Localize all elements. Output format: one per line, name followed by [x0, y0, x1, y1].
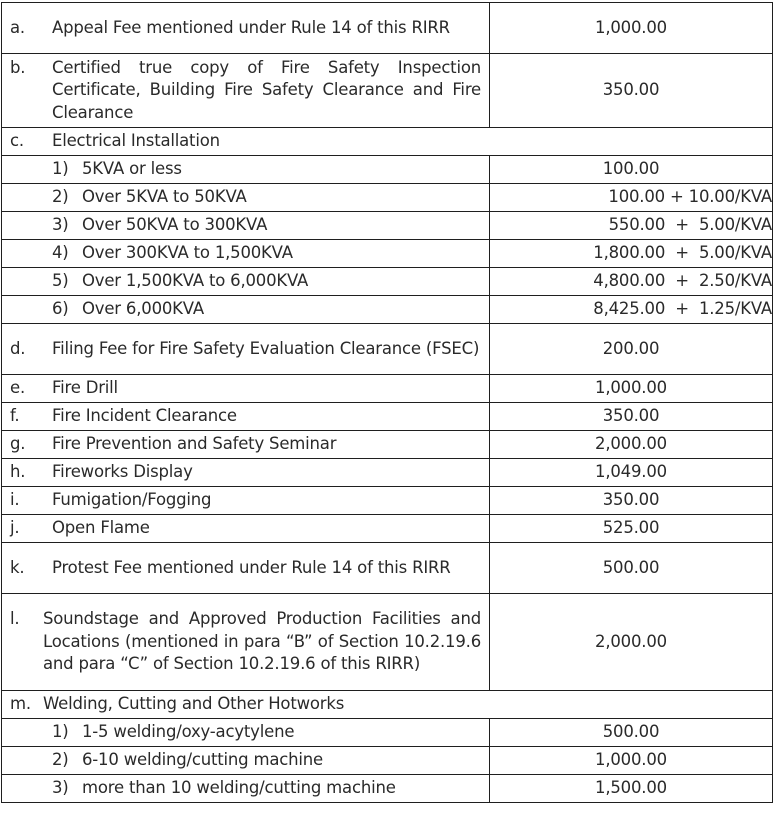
table-row: [2, 515, 773, 543]
description-cell: [2, 324, 490, 375]
description-cell: [2, 719, 490, 747]
description-cell: [2, 594, 490, 691]
description-cell: [2, 747, 490, 775]
item-label: d.: [10, 338, 26, 358]
section-header-row: [2, 691, 773, 719]
item-label: a.: [10, 17, 25, 37]
table-row: [2, 268, 773, 296]
table-row: [2, 3, 773, 54]
description-cell: [2, 515, 490, 543]
table-row: [2, 594, 773, 691]
item-label: g.: [10, 434, 26, 454]
amount-cell: 1,049.00: [490, 459, 773, 487]
subitem-label: 2): [52, 750, 69, 770]
amount-cell: 550.00 + 5.00/KVA: [490, 212, 773, 240]
description-cell: [2, 268, 490, 296]
item-description: Electrical Installation: [52, 131, 220, 151]
subitem-description: Over 5KVA to 50KVA: [82, 187, 247, 207]
subitem-description: Over 6,000KVA: [82, 299, 204, 319]
item-label: c.: [10, 131, 24, 151]
amount-cell: 500.00: [490, 719, 773, 747]
amount-cell: 4,800.00 + 2.50/KVA: [490, 268, 773, 296]
table-row: [2, 403, 773, 431]
subitem-label: 1): [52, 722, 69, 742]
item-description: Certified true copy of Fire Safety Inspection Certificate, Building Fire Safety Clearance and Fire Clearance: [52, 57, 481, 122]
description-cell: [2, 543, 490, 594]
description-cell: [2, 212, 490, 240]
fee-schedule-table: [1, 2, 773, 803]
item-description: Fire Prevention and Safety Seminar: [52, 434, 337, 454]
item-description: Fireworks Display: [52, 462, 193, 482]
item-description: Open Flame: [52, 518, 150, 538]
item-description: Soundstage and Approved Production Facilities and Locations (mentioned in para “B” of Section 10.2.19.6 and para “C” of Section 10.2.19.6 of this RIRR): [43, 609, 481, 674]
subitem-label: 4): [52, 243, 69, 263]
table-row: [2, 156, 773, 184]
table-row: [2, 747, 773, 775]
table-row: [2, 487, 773, 515]
item-label: j.: [10, 518, 20, 538]
item-description: Welding, Cutting and Other Hotworks: [43, 694, 345, 714]
amount-cell: 350.00: [490, 487, 773, 515]
subitem-label: 1): [52, 159, 69, 179]
table-row: [2, 184, 773, 212]
item-label: m.: [10, 694, 31, 714]
description-cell: [2, 375, 490, 403]
description-cell: [2, 775, 490, 803]
subitem-label: 5): [52, 271, 69, 291]
description-cell: [2, 296, 490, 324]
amount-cell: 1,000.00: [490, 375, 773, 403]
table-row: [2, 543, 773, 594]
subitem-description: Over 1,500KVA to 6,000KVA: [82, 271, 309, 291]
table-row: [2, 240, 773, 268]
description-cell: [2, 431, 490, 459]
amount-cell: 1,000.00: [490, 747, 773, 775]
amount-cell: 350.00: [490, 403, 773, 431]
item-label: h.: [10, 462, 26, 482]
item-label: f.: [10, 406, 20, 426]
table-row: [2, 719, 773, 747]
amount-cell: 1,800.00 + 5.00/KVA: [490, 240, 773, 268]
item-label: i.: [10, 490, 20, 510]
item-description: Fumigation/Fogging: [52, 490, 212, 510]
item-label: l.: [10, 609, 20, 629]
subitem-description: Over 300KVA to 1,500KVA: [82, 243, 293, 263]
table-row: [2, 212, 773, 240]
section-header-cell: [2, 691, 773, 719]
subitem-label: 6): [52, 299, 69, 319]
table-row: [2, 775, 773, 803]
amount-cell: 525.00: [490, 515, 773, 543]
amount-cell: 200.00: [490, 324, 773, 375]
table-row: [2, 431, 773, 459]
item-description: Fire Drill: [52, 378, 118, 398]
subitem-description: 1-5 welding/oxy-acytylene: [82, 722, 295, 742]
description-cell: [2, 459, 490, 487]
item-label: k.: [10, 557, 25, 577]
table-row: [2, 296, 773, 324]
table-row: [2, 324, 773, 375]
section-header-row: [2, 128, 773, 156]
table-row: [2, 54, 773, 128]
item-description: Fire Incident Clearance: [52, 406, 237, 426]
amount-cell: 8,425.00 + 1.25/KVA: [490, 296, 773, 324]
amount-cell: 100.00 + 10.00/KVA: [490, 184, 773, 212]
item-description: Filing Fee for Fire Safety Evaluation Clearance (FSEC): [52, 338, 480, 358]
table-row: [2, 459, 773, 487]
description-cell: [2, 403, 490, 431]
amount-cell: 500.00: [490, 543, 773, 594]
subitem-label: 3): [52, 778, 69, 798]
description-cell: [2, 184, 490, 212]
table-row: [2, 375, 773, 403]
subitem-label: 2): [52, 187, 69, 207]
amount-cell: 1,000.00: [490, 3, 773, 54]
subitem-description: Over 50KVA to 300KVA: [82, 215, 268, 235]
amount-cell: 2,000.00: [490, 431, 773, 459]
subitem-description: 5KVA or less: [82, 159, 182, 179]
subitem-description: more than 10 welding/cutting machine: [82, 778, 396, 798]
amount-cell: 350.00: [490, 54, 773, 128]
amount-cell: 2,000.00: [490, 594, 773, 691]
subitem-description: 6-10 welding/cutting machine: [82, 750, 324, 770]
amount-cell: 1,500.00: [490, 775, 773, 803]
description-cell: [2, 3, 490, 54]
subitem-label: 3): [52, 215, 69, 235]
section-header-cell: [2, 128, 773, 156]
item-label: b.: [10, 57, 26, 77]
description-cell: [2, 240, 490, 268]
description-cell: [2, 54, 490, 128]
description-cell: [2, 156, 490, 184]
item-description: Protest Fee mentioned under Rule 14 of this RIRR: [52, 557, 451, 577]
item-description: Appeal Fee mentioned under Rule 14 of this RIRR: [52, 17, 450, 37]
amount-cell: 100.00: [490, 156, 773, 184]
description-cell: [2, 487, 490, 515]
item-label: e.: [10, 378, 25, 398]
